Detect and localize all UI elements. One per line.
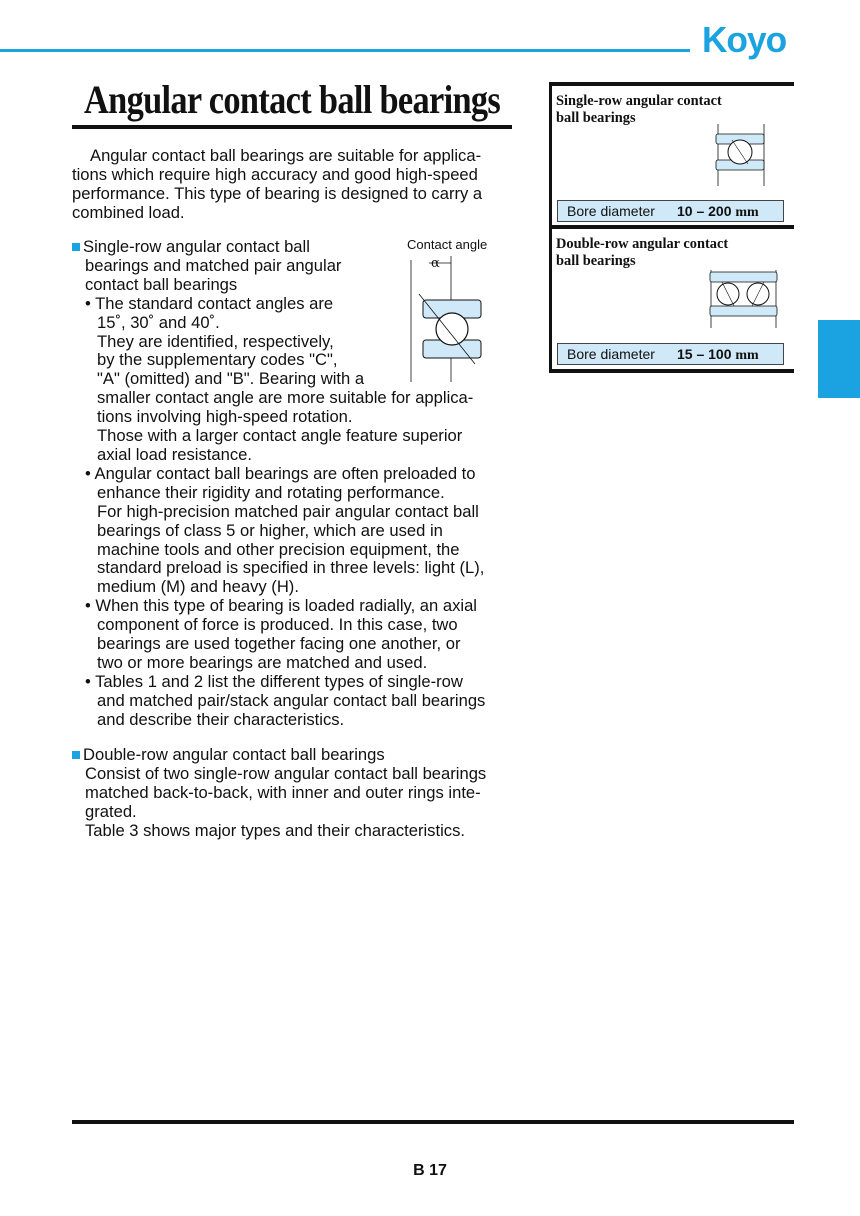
paragraph-line: grated.: [85, 801, 137, 821]
bullet-line: • Tables 1 and 2 list the different types of single-row: [85, 671, 463, 691]
bullet-line: • The standard contact angles are: [85, 293, 334, 313]
square-bullet-icon: [72, 243, 80, 251]
bullet-line: 15˚, 30˚ and 40˚.: [97, 312, 220, 332]
koyo-logo: [700, 14, 800, 70]
section-heading-line: bearings and matched pair angular: [85, 255, 342, 275]
header-rule: [0, 49, 690, 52]
paragraph-line: matched back-to-back, with inner and outer rings inte-: [85, 782, 481, 802]
bullet-line: two or more bearings are matched and used.: [97, 652, 428, 672]
footer-rule: [72, 1120, 794, 1124]
bullet-line: component of force is produced. In this case, two: [97, 615, 458, 635]
intro-paragraph: [72, 147, 482, 223]
double-row-bearing-icon: [708, 270, 780, 328]
intro-line: performance. This type of bearing is designed to carry a: [72, 183, 483, 203]
bullet-line: bearings are used together facing one another, or: [97, 634, 461, 654]
section-heading: Single-row angular contact ball: [72, 238, 485, 257]
section-double-row: [72, 746, 486, 841]
bullet-line: • Angular contact ball bearings are often preloaded to: [85, 463, 476, 483]
bullet-line: medium (M) and heavy (H).: [97, 577, 299, 597]
contact-angle-label: Contact angle: [407, 237, 488, 252]
bullet-line: bearings of class 5 or higher, which are used in: [97, 520, 443, 540]
double-row-bore-diameter: Bore diameter 15 – 100 mm: [557, 343, 784, 365]
bullet-line: For high-precision matched pair angular contact ball: [97, 501, 479, 521]
bullet-line: • When this type of bearing is loaded radially, an axial: [85, 596, 477, 616]
bullet-line: and matched pair/stack angular contact ball bearings: [97, 690, 486, 710]
bullet-line: smaller contact angle are more suitable for applica-: [97, 388, 474, 408]
section-heading-line: contact ball bearings: [85, 274, 238, 294]
panel-bottom-rule: [549, 369, 794, 373]
section-heading: Double-row angular contact ball bearings: [72, 746, 486, 765]
logo-text: Koyo: [701, 19, 787, 61]
bullet-line: machine tools and other precision equipment, the: [97, 539, 460, 559]
bullet-line: Those with a larger contact angle feature superior: [97, 426, 463, 446]
double-row-title: Double-row angular contact ball bearings: [556, 236, 729, 269]
single-row-bore-diameter: Bore diameter 10 – 200 mm: [557, 200, 784, 222]
section-tab: [818, 320, 860, 398]
single-row-title: Single-row angular contact ball bearings: [556, 93, 722, 126]
intro-line: Angular contact ball bearings are suitable for applica-: [90, 146, 482, 165]
bullet-line: axial load resistance.: [97, 444, 252, 464]
intro-line: combined load.: [72, 202, 185, 222]
paragraph-line: Table 3 shows major types and their characteristics.: [85, 820, 465, 840]
square-bullet-icon: [72, 751, 80, 759]
page-number: B 17: [413, 1162, 447, 1179]
alpha-symbol: α: [431, 256, 440, 271]
bullet-line: by the supplementary codes "C",: [97, 350, 338, 370]
bullet-line: standard preload is specified in three levels: light (L),: [97, 558, 485, 578]
bullet-line: and describe their characteristics.: [97, 709, 345, 729]
panel-top-rule: [549, 82, 794, 86]
panel-mid-rule: [549, 225, 794, 229]
contact-angle-bearing-icon: [395, 250, 505, 382]
intro-line: tions which require high accuracy and good high-speed: [72, 164, 478, 184]
paragraph-line: Consist of two single-row angular contact ball bearings: [85, 763, 487, 783]
single-row-bearing-icon: [712, 124, 768, 186]
title-rule: [72, 125, 512, 129]
bullet-line: enhance their rigidity and rotating performance.: [97, 482, 445, 502]
bullet-line: "A" (omitted) and "B". Bearing with a: [97, 369, 365, 389]
page-title: Angular contact ball bearings: [84, 77, 501, 122]
bullet-line: They are identified, respectively,: [97, 331, 334, 351]
bullet-line: tions involving high-speed rotation.: [97, 407, 353, 427]
